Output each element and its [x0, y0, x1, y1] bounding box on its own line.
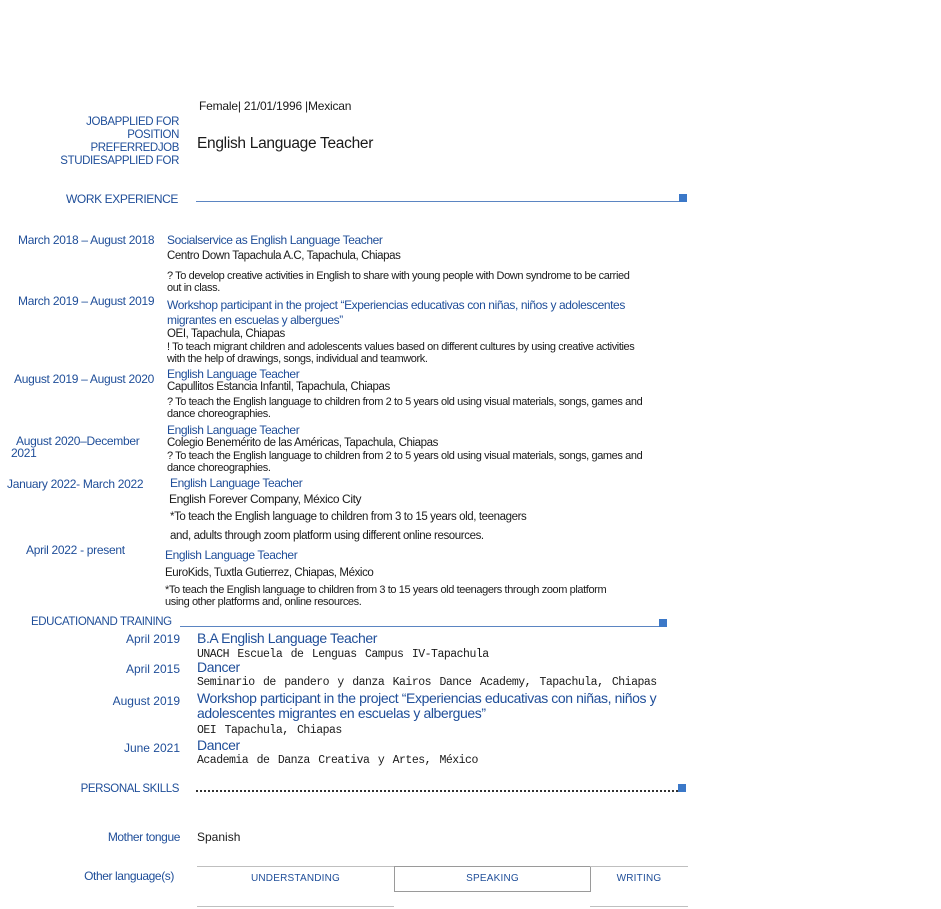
education-org: Seminario de pandero y danza Kairos Dance Academy, Tapachula, Chiapas — [197, 676, 657, 689]
work-title: English Language Teacher — [167, 367, 300, 381]
work-date — [11, 435, 139, 459]
education-heading: EDUCATIONAND TRAINING — [31, 616, 172, 628]
education-divider-marker — [659, 619, 667, 627]
work-desc-line: *To teach the English language to children from 3 to 15 years old, teenagers — [170, 511, 527, 523]
work-date-line: 2021 — [11, 446, 37, 460]
education-title: B.A English Language Teacher — [197, 630, 378, 646]
work-desc: ? To teach the English language to children from 2 to 5 years old using visual materials, songs, games and dance choreographies. — [167, 396, 643, 420]
education-date: August 2019 — [112, 694, 180, 708]
work-desc: ! To teach migrant children and adolescents values based on different cultures by using creative activities with the help of drawings, songs, individual and teamwork. — [167, 341, 635, 365]
work-org: English Forever Company, México City — [169, 492, 362, 506]
work-date: March 2018 – August 2018 — [18, 233, 155, 247]
other-languages-label: Other language(s) — [84, 869, 174, 883]
personal-skills-heading: PERSONAL SKILLS — [80, 783, 179, 795]
work-org: EuroKids, Tuxtla Gutierrez, Chiapas, México — [165, 567, 374, 579]
work-divider — [196, 201, 680, 202]
work-date: August 2019 – August 2020 — [14, 372, 154, 386]
language-table-bottom-line — [590, 906, 688, 907]
skills-divider-marker — [678, 784, 686, 792]
skills-divider — [196, 790, 678, 792]
mother-tongue-label: Mother tongue — [107, 830, 180, 844]
work-desc: ? To develop creative activities in English to share with young people with Down syndrome to be carried out in class. — [167, 270, 630, 294]
personal-info: Female| 21/01/1996 |Mexican — [199, 99, 352, 113]
work-date: January 2022- March 2022 — [7, 477, 144, 491]
education-org: Academia de Danza Creativa y Artes, México — [197, 754, 478, 767]
job-applied-label — [60, 116, 179, 168]
work-desc: ? To teach the English language to children from 2 to 5 years old using visual materials, songs, games and dance choreographies. — [167, 450, 643, 474]
education-org: UNACH Escuela de Lenguas Campus IV-Tapachula — [197, 648, 489, 661]
education-date: April 2019 — [125, 632, 180, 646]
job-applied-label-line: PREFERREDJOB — [90, 142, 179, 154]
job-applied-label-line: STUDIESAPPLIED FOR — [60, 155, 179, 167]
work-org: OEI, Tapachula, Chiapas — [167, 328, 285, 340]
work-date: April 2022 - present — [26, 543, 125, 557]
job-applied-value: English Language Teacher — [197, 135, 374, 152]
work-date: March 2019 – August 2019 — [18, 294, 155, 308]
education-divider — [180, 626, 660, 627]
education-org: OEI Tapachula, Chiapas — [197, 724, 342, 737]
mother-tongue-value: Spanish — [197, 830, 241, 844]
job-applied-label-line: POSITION — [127, 129, 179, 141]
work-title: Workshop participant in the project “Experiencias educativas con niñas, niños y adolescentes migrantes en escuelas y albergues” — [167, 298, 625, 327]
work-title: English Language Teacher — [165, 548, 298, 562]
work-experience-heading: WORK EXPERIENCE — [65, 192, 178, 206]
work-divider-marker — [679, 194, 687, 202]
work-title: English Language Teacher — [167, 423, 300, 437]
writing-column-header: WRITING — [590, 866, 688, 891]
education-title: Workshop participant in the project “Experiencias educativas con niñas, niños y adolescentes migrantes en escuelas y albergues” — [197, 690, 657, 721]
work-date-line: August 2020–December — [16, 434, 140, 448]
education-title: Dancer — [197, 659, 240, 675]
work-desc-line: and, adults through zoom platform using different online resources. — [170, 530, 484, 542]
speaking-column-header: SPEAKING — [394, 866, 591, 892]
work-org: Capullitos Estancia Infantil, Tapachula, Chiapas — [167, 381, 390, 393]
education-date: June 2021 — [123, 741, 180, 755]
work-org: Centro Down Tapachula A.C, Tapachula, Chiapas — [167, 250, 401, 262]
job-applied-label-line: JOBAPPLIED FOR — [86, 116, 179, 128]
work-title: Socialservice as English Language Teacher — [167, 233, 383, 247]
work-desc: *To teach the English language to children from 3 to 15 years old teenagers through zoom platform using other platforms and, online resources. — [165, 584, 607, 608]
education-title: Dancer — [197, 737, 240, 753]
work-title: English Language Teacher — [170, 476, 303, 490]
education-date: April 2015 — [125, 662, 180, 676]
understanding-column-header: UNDERSTANDING — [197, 866, 394, 891]
language-table-bottom-line — [197, 906, 394, 907]
work-org: Colegio Benemérito de las Américas, Tapachula, Chiapas — [167, 437, 438, 449]
